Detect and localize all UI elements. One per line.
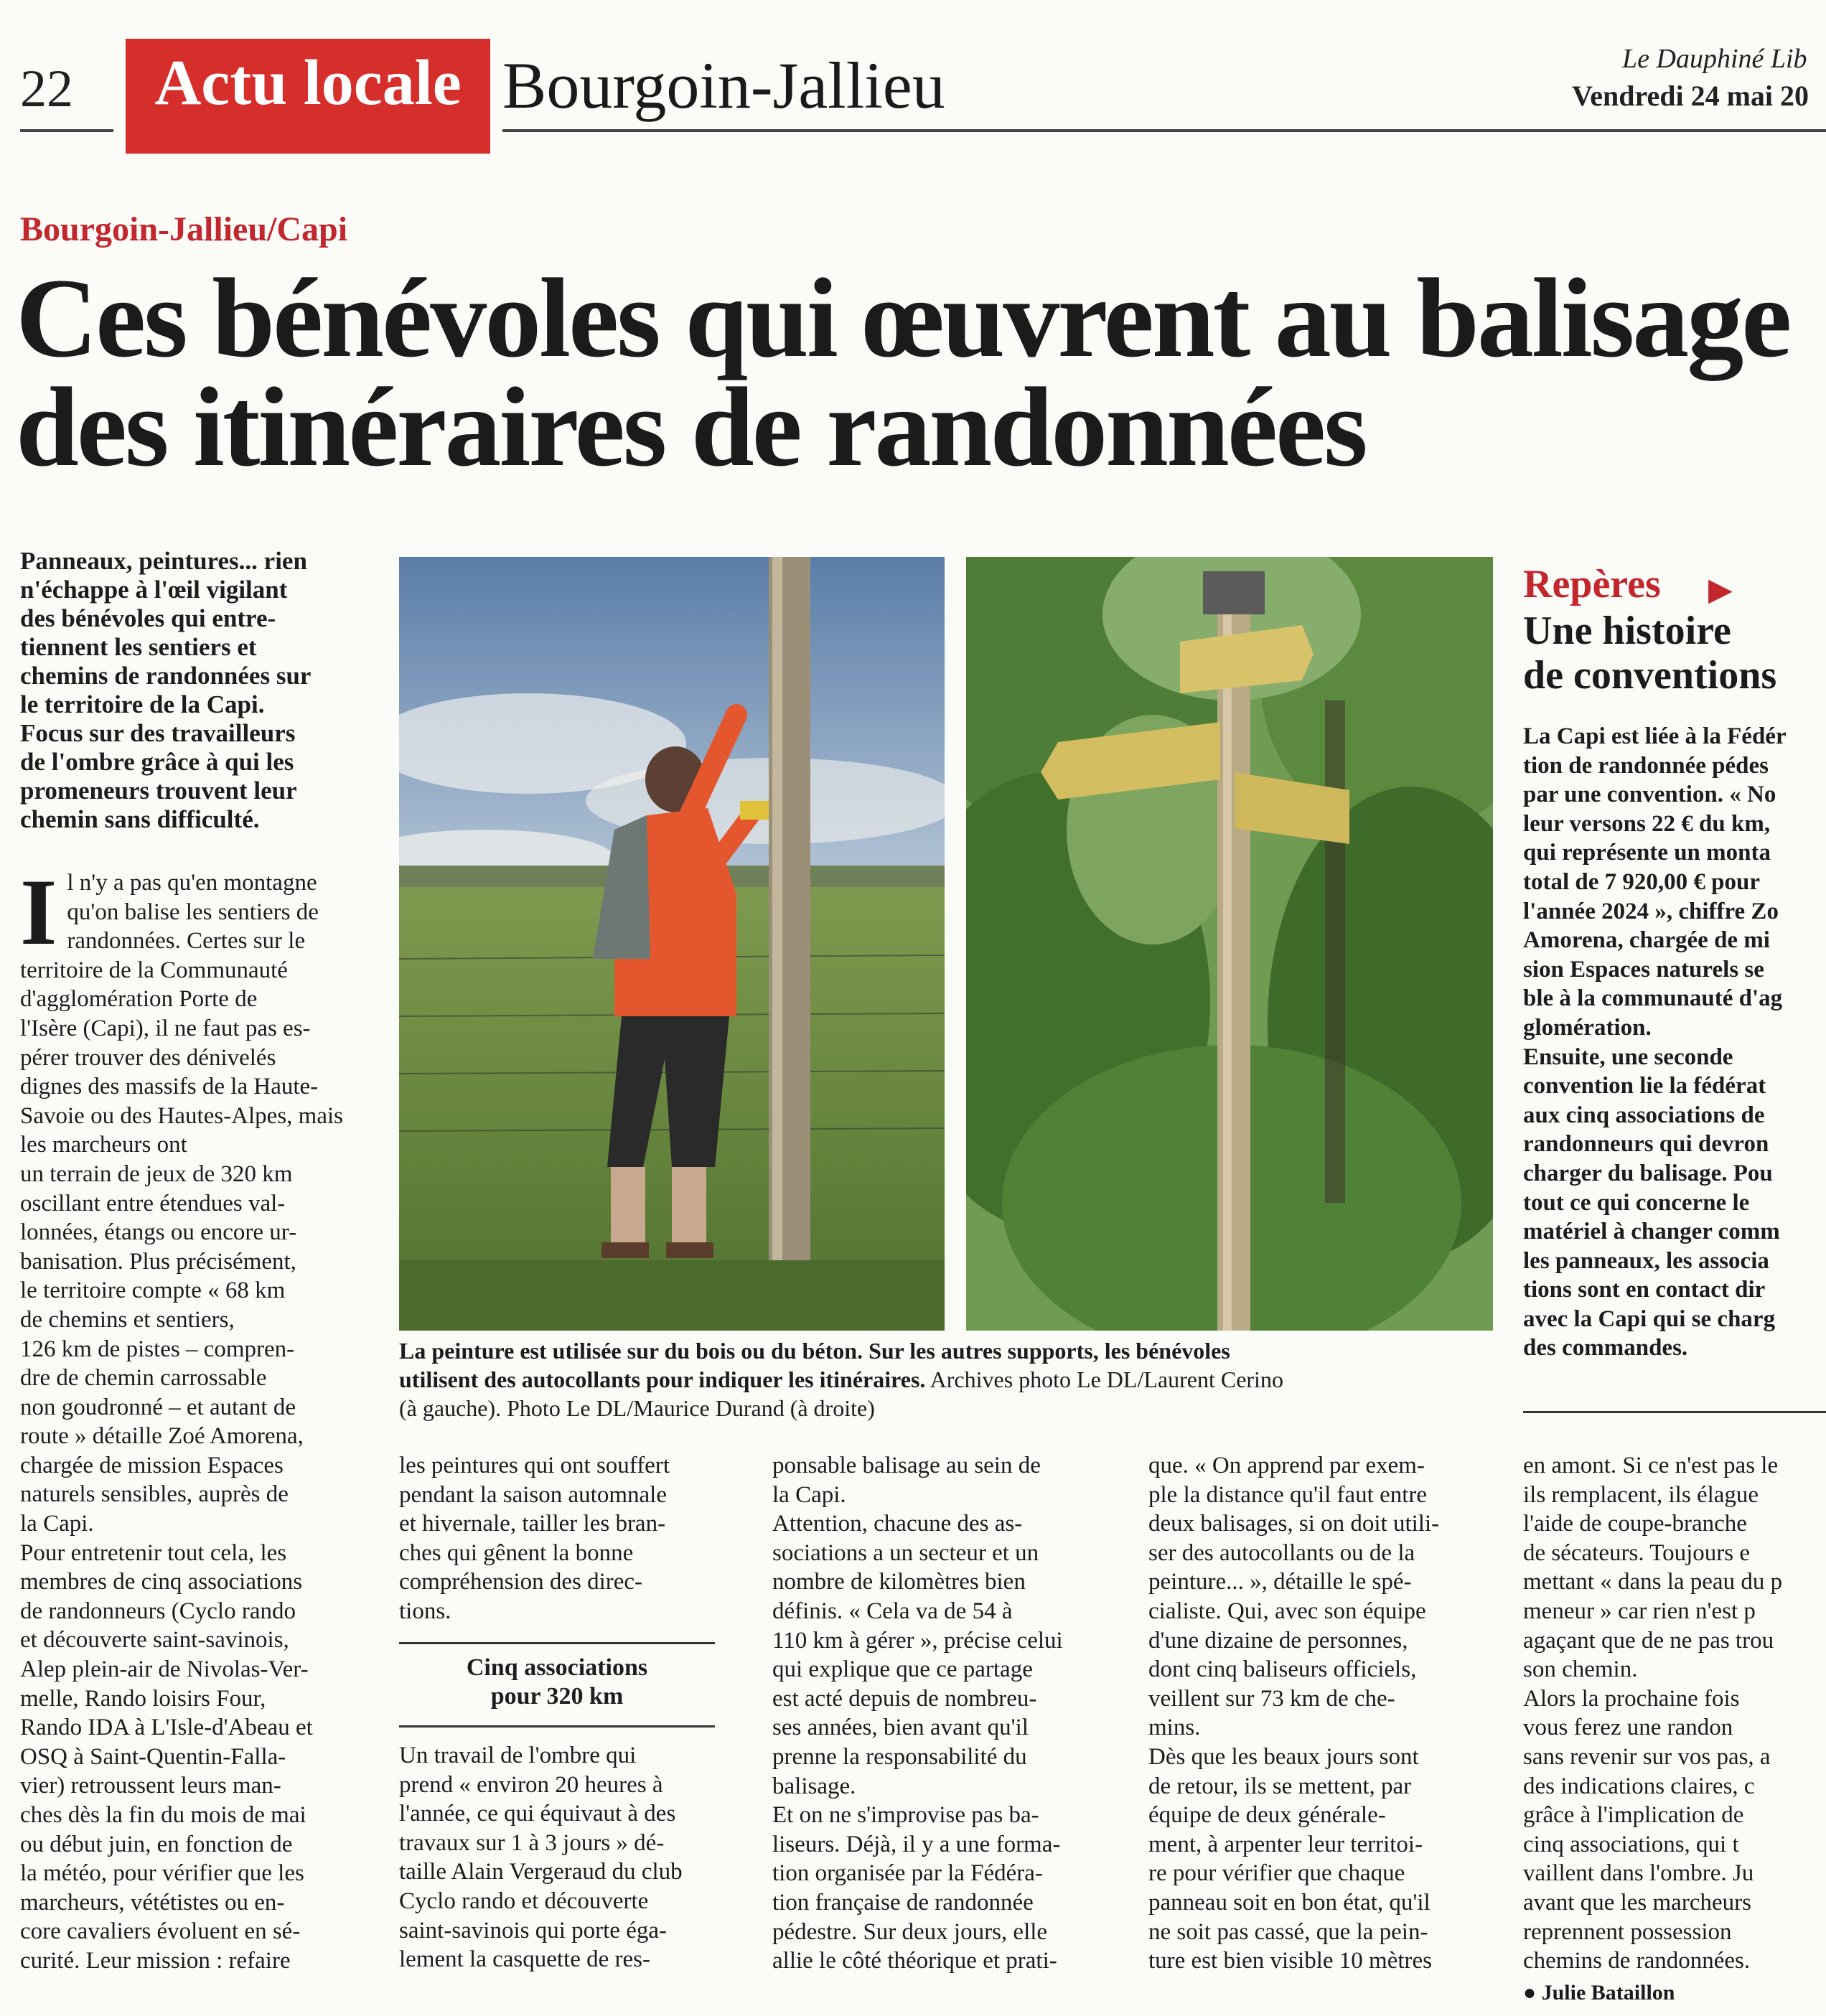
subhead-divider <box>399 1642 715 1644</box>
column-1-text: l n'y a pas qu'en montagne qu'on balise les sentiers de randonnées. Certes sur le territoire de la Communauté d'agglomération Porte de l'Isère (Capi), il ne faut pas es- pérer trouver des dénivelés dignes des massifs de la Haute- Savoie ou des Hautes-Alpes, mais les marcheurs ont un terrain de jeux de 320 km oscillant entre étendues val- lonnées, étangs ou encore ur- banisation. Plus précisément, le territoire compte « 68 km de chemins et sentiers, 126 km de pistes – compren- dre de chemin carrossable non goudronné – et autant de route » détaille Zoé Amorena, chargée de mission Espaces naturels sensibles, auprès de la Capi. Pour entretenir tout cela, les membres de cinq associations de randonneurs (Cyclo rando et découverte saint-savinois, Alep plein-air de Nivolas-Ver- melle, Rando loisirs Four, Rando IDA à L'Isle-d'Abeau et OSQ à Saint-Quentin-Falla- vier) retroussent leurs man- ches dès la fin du mois de mai ou début juin, en fonction de la météo, pour vérifier que les marcheurs, vététistes ou en- core cavaliers évoluent en sé- curité. Leur mission : refaire <box>20 870 343 1974</box>
article-subhead: Cinq associations pour 320 km <box>466 1654 648 1710</box>
issue-date: Vendredi 24 mai 20 <box>1572 80 1809 112</box>
article-kicker: Bourgoin-Jallieu/Capi <box>20 210 348 248</box>
sidebar-label: Repères <box>1523 562 1661 606</box>
article-column-5: en amont. Si ce n'est pas le ils remplacent, ils élague l'aide de coupe-branche de sécateurs. Toujours e mettant « dans la peau du p meneur » car rien n'est p agaçant que de ne pas trou son chemin. Alors la prochaine fois vous ferez une randon sans revenir sur vos pas, a des indications claires, c grâce à l'implication de cinq associations, qui t vaillent dans l'ombre. Ju avant que les marcheurs reprennent possession chemins de randonnées. <box>1523 1453 1783 1974</box>
arrow-right-icon: ▶ <box>1708 572 1733 607</box>
page-number: 22 <box>20 60 73 118</box>
sidebar-divider <box>1523 1411 1826 1413</box>
rubric-label: Actu locale <box>154 47 462 118</box>
city-label: Bourgoin-Jallieu <box>502 49 945 122</box>
header-divider <box>20 129 113 132</box>
header-divider <box>502 129 1826 132</box>
article-headline: Ces bénévoles qui œuvrent au balisage des itinéraires de randonnées <box>16 255 1790 490</box>
article-column-1 <box>20 859 370 1976</box>
article-column-3: ponsable balisage au sein de la Capi. Attention, chacune des as- sociations a un secteur et un nombre de kilomètres bien définis. « Cela va de 54 à 110 km à gérer », précise celui qui explique que ce partage est acté depuis de nombreu- ses années, bien avant qu'il prenne la responsabilité du balisage. Et on ne s'improvise pas ba- liseurs. Déjà, il y a une forma- tion organisée par la Fédéra- tion française de randonnée pédestre. Sur deux jours, elle allie le côté théorique et prati- <box>772 1453 1063 1974</box>
author-byline: ● Julie Bataillon <box>1523 1981 1675 2005</box>
sidebar-title: Une histoire de conventions <box>1523 609 1777 698</box>
photo-volunteer-painting-post <box>399 557 945 1331</box>
photo-caption <box>399 1336 1490 1422</box>
photo-credit: Archives photo Le DL/Laurent Cerino (à gauche). Photo Le DL/Maurice Durand (à droite) <box>399 1366 1283 1421</box>
article-column-2: les peintures qui ont souffert pendant la saison automnale et hivernale, tailler les bran- ches qui gênent la bonne compréhension des direc- tions. <box>399 1453 670 1624</box>
article-column-2-continued: Un travail de l'ombre qui prend « environ 20 heures à l'année, ce qui équivaut à des travaux sur 1 à 3 jours » dé- taille Alain Vergeraud du club Cyclo rando et découverte saint-savinois qui porte éga- lement la casquette de res- <box>399 1743 683 1973</box>
caption-text: La peinture est utilisée sur du bois ou du béton. Sur les autres supports, les bénévoles utilisent des autocollants pour indiquer les itinéraires. <box>399 1338 1230 1392</box>
article-column-4: que. « On apprend par exem- ple la distance qu'il faut entre deux balisages, si on doit utili- ser des autocollants ou de la peinture... », détaille le spé- cialiste. Qui, avec son équipe d'une dizaine de personnes, dont cinq baliseurs officiels, veillent sur 73 km de che- mins. Dès que les beaux jours sont de retour, ils se mettent, par équipe de deux générale- ment, à arpenter leur territoi- re pour vérifier que chaque panneau soit en bon état, qu'il ne soit pas cassé, que la pein- ture est bien visible 10 mètres <box>1148 1453 1440 1974</box>
sidebar-text: La Capi est liée à la Fédér tion de randonnée pédes par une convention. « No leur versons 22 € du km, qui représente un monta total de 7 920,00 € pour l'année 2024 », chiffre Zo Amorena, chargée de mi sion Espaces naturels se ble à la communauté d'ag glomération. Ensuite, une seconde convention lie la fédérat aux cinq associations de randonneurs qui devron charger du balisage. Pou tout ce qui concerne le matériel à changer comm les panneaux, les associa tions sont en contact dir avec la Capi qui se charg des commandes. <box>1523 723 1787 1361</box>
subhead-divider <box>399 1725 715 1727</box>
newspaper-name: Le Dauphiné Lib <box>1622 44 1807 74</box>
drop-cap: I <box>20 859 57 965</box>
article-lead: Panneaux, peintures... rien n'échappe à l'œil vigilant des bénévoles qui entre- tiennent les sentiers et chemins de randonnées sur le territoire de la Capi. Focus sur des travailleurs de l'ombre grâce à qui les promeneurs trouvent leur chemin sans difficulté. <box>20 547 312 833</box>
photo-signpost-in-woods <box>966 557 1493 1331</box>
